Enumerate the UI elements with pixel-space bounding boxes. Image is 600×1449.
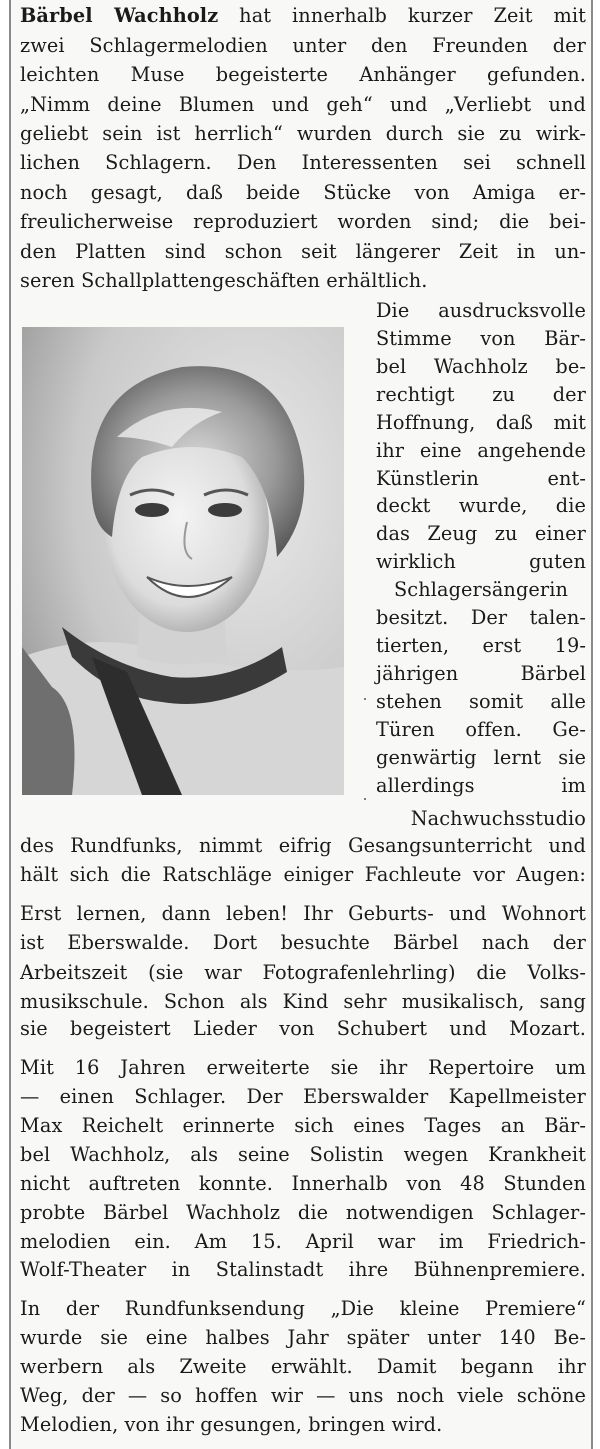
para2-line-5: sie begeistert Lieder von Schubert und Mozart. <box>20 1017 586 1040</box>
intro-line-10: seren Schallplattengeschäften erhältlich. <box>20 269 428 292</box>
intro-line-5: geliebt sein ist herrlich“ wurden durch sie zu wirk- <box>20 122 586 145</box>
intro-line-4: „Nimm deine Blumen und geh“ und „Verliebt und <box>20 93 586 116</box>
intro-line-6: lichen Schlagern. Den Interessenten sei schnell <box>20 151 586 174</box>
column-line-3: bel Wachholz be- <box>376 355 586 378</box>
portrait-photo <box>22 327 344 795</box>
column-line-5: Hoffnung, daß mit <box>376 411 586 434</box>
para3-line-4: bel Wachholz, als seine Solistin wegen Krankheit <box>20 1143 586 1166</box>
para3-line-2: — einen Schlager. Der Eberswalder Kapellmeister <box>20 1085 586 1108</box>
para4-line-2: wurde sie eine halbes Jahr später unter 140 Be- <box>20 1326 586 1349</box>
column-line-11: Schlagersängerin <box>393 578 569 601</box>
lead-name: Bärbel Wachholz <box>20 4 219 27</box>
intro-line-1: Bärbel Wachholz hat innerhalb kurzer Zeit mit <box>20 4 586 27</box>
column-line-19: Nachwuchsstudio <box>410 807 586 830</box>
column-line-12: besitzt. Der talen- <box>376 606 586 629</box>
para4-line-5: Melodien, von ihr gesungen, bringen wird. <box>20 1413 443 1436</box>
para4-line-3: werbern als Zweite erwählt. Damit begann ihr <box>20 1355 586 1378</box>
para3-line-1: Mit 16 Jahren erweiterte sie ihr Repertoire um <box>20 1056 586 1079</box>
intro-line-9: den Platten sind schon seit längerer Zeit in un- <box>20 240 586 263</box>
column-line-10: wirklich guten <box>376 550 586 573</box>
para2-line-1: Erst lernen, dann leben! Ihr Geburts- und Wohnort <box>20 902 586 925</box>
column-line-16: Türen offen. Ge- <box>376 718 586 741</box>
para3-line-5: nicht auftreten konnte. Innerhalb von 48 Stunden <box>20 1172 586 1195</box>
column-line-6: ihr eine angehende <box>376 439 586 462</box>
para2-line-4: musikschule. Schon als Kind sehr musikalisch, sang <box>20 990 586 1013</box>
scan-speck <box>364 798 366 800</box>
continuation-line-1: des Rundfunks, nimmt eifrig Gesangsunterricht und <box>20 834 586 857</box>
intro-line-3: leichten Muse begeisterte Anhänger gefunden. <box>20 63 586 86</box>
continuation-line-2: hält sich die Ratschläge einiger Fachleute vor Augen: <box>20 863 586 886</box>
column-line-9: das Zeug zu einer <box>376 522 586 545</box>
para4-line-1: In der Rundfunksendung „Die kleine Premiere“ <box>20 1297 586 1320</box>
column-line-1: Die ausdrucksvolle <box>376 299 586 322</box>
intro-line-2: zwei Schlagermelodien unter den Freunden der <box>20 34 586 57</box>
scan-speck <box>364 698 366 700</box>
para3-line-8: Wolf-Theater in Stalinstadt ihre Bühnenpremiere. <box>20 1258 586 1281</box>
portrait-image <box>22 327 344 795</box>
column-line-18: allerdings im <box>376 774 586 797</box>
column-line-14: jährigen Bärbel <box>376 662 586 685</box>
para3-line-3: Max Reichelt erinnerte sich eines Tages an Bär- <box>20 1114 586 1137</box>
para2-line-3: Arbeitszeit (sie war Fotografenlehrling) die Volks- <box>20 961 586 984</box>
column-line-7: Künstlerin ent- <box>376 467 586 490</box>
para2-line-2: ist Eberswalde. Dort besuchte Bärbel nach der <box>20 931 586 954</box>
intro-line-7: noch gesagt, daß beide Stücke von Amiga er- <box>20 181 586 204</box>
column-line-17: genwärtig lernt sie <box>376 746 586 769</box>
column-line-2: Stimme von Bär- <box>376 327 586 350</box>
column-line-15: stehen somit alle <box>376 690 586 713</box>
para4-line-4: Weg, der — so hoffen wir — uns noch viele schöne <box>20 1384 586 1407</box>
para3-line-7: melodien ein. Am 15. April war im Friedrich- <box>20 1230 586 1253</box>
column-line-4: rechtigt zu der <box>376 383 586 406</box>
intro-line-8: freulicherweise reproduziert worden sind; die bei- <box>20 210 586 233</box>
column-line-13: tierten, erst 19- <box>376 634 586 657</box>
para3-line-6: probte Bärbel Wachholz die notwendigen Schlager- <box>20 1201 586 1224</box>
column-line-8: deckt wurde, die <box>376 494 586 517</box>
